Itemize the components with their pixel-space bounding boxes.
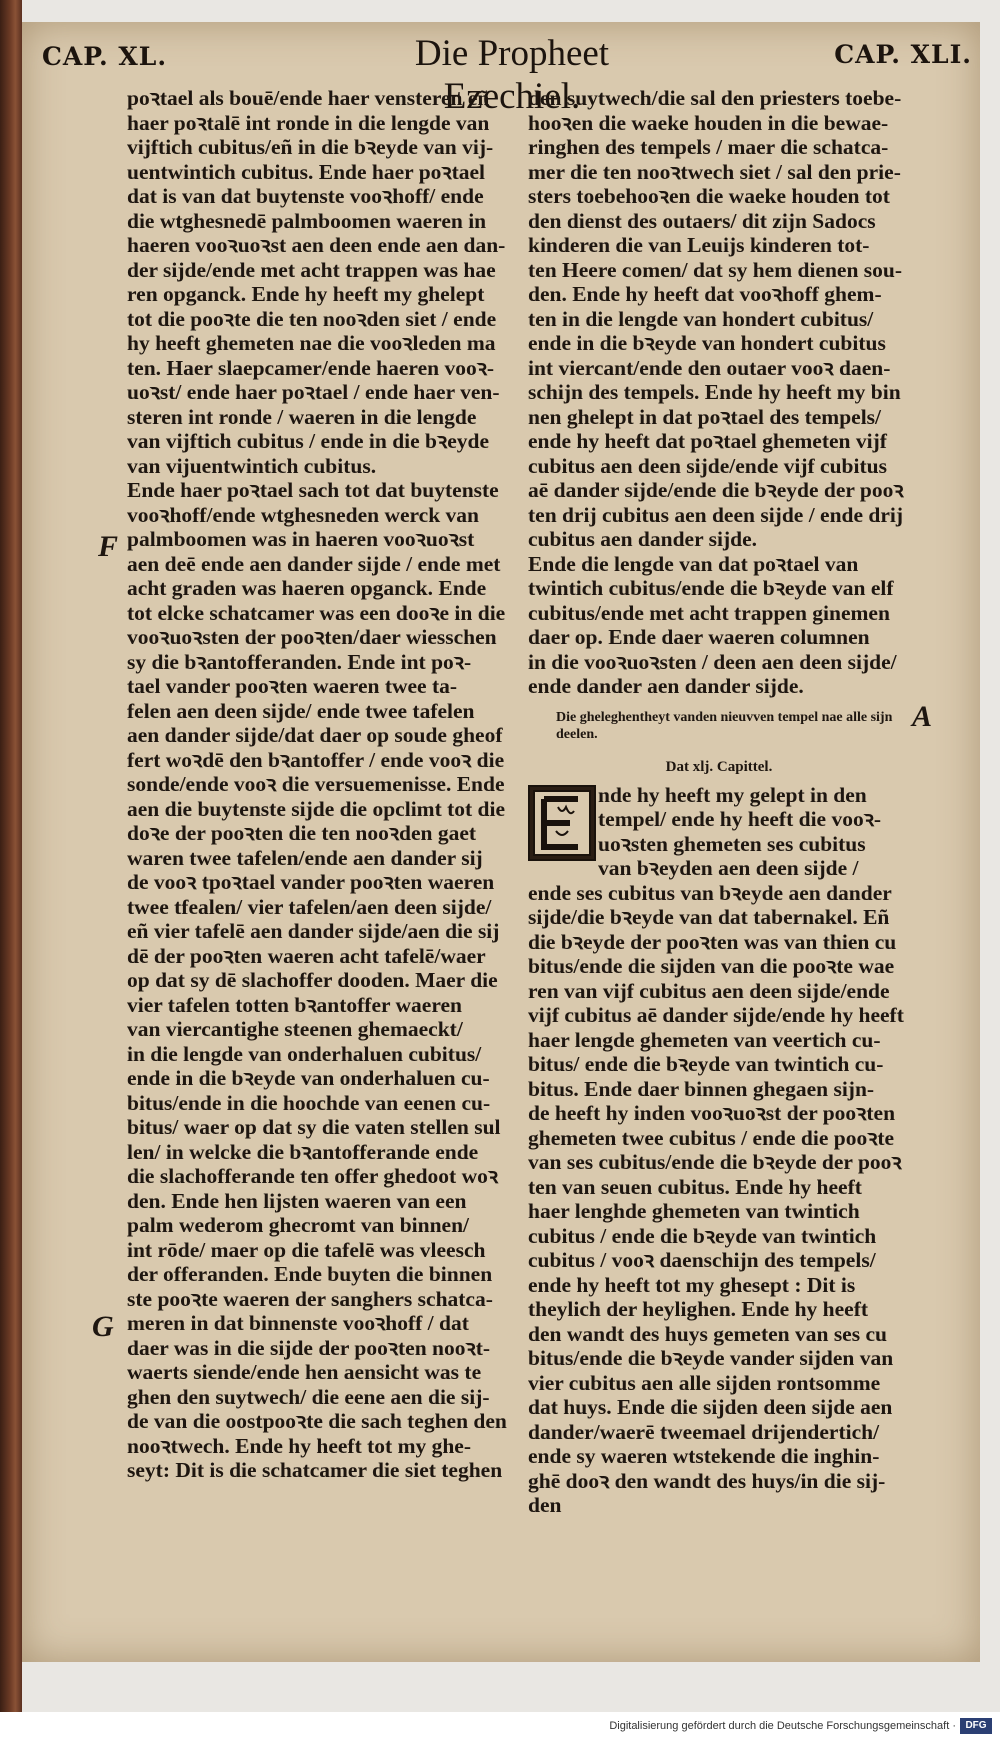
text-line: ghen den suytwech/ die eene aen die sij- [127, 1384, 490, 1409]
text-line: uoꝛsten ghemeten ses cubitus [598, 831, 866, 856]
margin-letter-f: F [98, 530, 119, 563]
text-line: de heeft hy inden vooꝛuoꝛst der pooꝛten [528, 1101, 896, 1125]
text-line: sonde/ende vooꝛ die versuemenisse. Ende [127, 772, 505, 796]
book-binding-edge [0, 0, 22, 1743]
text-line: waerts siende/ende hen aensicht was te [127, 1360, 482, 1384]
text-line: die wtghesnedē palmboomen waeren in [127, 208, 487, 233]
text-line: dat huys. Ende die sijden deen sijde aen [528, 1395, 893, 1419]
margin-letter-a: A [912, 700, 933, 733]
text-line: ende in die bꝛeyde van onderhaluen cu- [127, 1066, 490, 1090]
text-line: aen dander sijde/dat daer op soude gheof [127, 723, 503, 747]
text-line: schijn des tempels. Ende hy heeft my bin [528, 380, 901, 404]
text-line: haer poꝛtalē int ronde in die lengde van [127, 110, 490, 135]
text-line: ten in die lengde van hondert cubitus/ [528, 306, 874, 331]
text-line: ten. Haer slaepcamer/ende haeren vooꝛ- [127, 355, 495, 380]
text-line: twee tfealen/ vier tafelen/aen deen sijde/ [127, 894, 492, 919]
text-line: den. Ende hy heeft dat vooꝛhoff ghem- [528, 282, 882, 306]
text-line: den wandt des huys gemeten van ses cu [528, 1321, 887, 1346]
text-line: Ende haer poꝛtael sach tot dat buytenste [127, 478, 499, 502]
text-line: acht graden was haeren opganck. Ende [127, 576, 487, 600]
text-line: bitus/ende die bꝛeyde vander sijden van [528, 1346, 894, 1370]
text-line: int rōde/ maer op die tafelē was vleesch [127, 1237, 486, 1262]
text-line: den. Ende hen lijsten waeren van een [127, 1188, 467, 1213]
text-line: den suytwech/die sal den priesters toebe- [528, 86, 902, 110]
text-line: haer lenghde ghemeten van twintich [528, 1199, 860, 1223]
text-line: ende in die bꝛeyde van hondert cubitus [528, 331, 886, 355]
text-line: van vijuentwintich cubitus. [127, 453, 377, 478]
text-line: kinderen die van Leuijs kinderen tot- [528, 233, 870, 257]
text-line: doꝛe der pooꝛten die ten nooꝛden gaet [127, 821, 477, 845]
text-line: ghemeten twee cubitus / ende die pooꝛte [528, 1125, 895, 1150]
text-line: tael vander pooꝛten waeren twee ta- [127, 674, 458, 698]
text-line: nde hy heeft my gelept in den [598, 782, 867, 807]
text-line: in die vooꝛuoꝛsten / deen aen deen sijde/ [528, 649, 897, 674]
text-line: haeren vooꝛuoꝛst aen deen ende aen dan- [127, 233, 506, 257]
text-line: mer die ten nooꝛtwech siet / sal den prie- [528, 159, 901, 184]
text-line: sters toebehooꝛen die waeke houden tot [528, 184, 890, 208]
text-line: cubitus / vooꝛ daenschijn des tempels/ [528, 1248, 876, 1272]
text-line: hy heeft ghemeten nae die vooꝛleden ma [127, 331, 496, 355]
text-line: uoꝛst/ ende haer poꝛtael / ende haer ven- [127, 380, 500, 404]
text-line: ten Heere comen/ dat sy hem dienen sou- [528, 257, 903, 282]
text-line: bitus/ende die sijden van die pooꝛte wae [528, 954, 895, 978]
text-line: sijde/die bꝛeyde van dat tabernakel. Eñ [528, 905, 890, 929]
text-line: ghē dooꝛ den wandt des huys/in die sij- [528, 1468, 886, 1493]
text-line: ende hy heeft tot my ghesept : Dit is [528, 1272, 856, 1297]
text-line: van viercantighe steenen ghemaeckt/ [127, 1017, 463, 1041]
text-line: twintich cubitus/ende die bꝛeyde van elf [528, 576, 894, 600]
text-line: op dat sy dē slachoffer dooden. Maer die [127, 968, 498, 992]
text-line: van bꝛeyden aen deen sijde / [598, 856, 859, 880]
text-line: Ende die lengde van dat poꝛtael van [528, 551, 859, 576]
text-line: vijftich cubitus/eñ in die bꝛeyde van vij- [127, 135, 494, 159]
text-line: vooꝛuoꝛsten der pooꝛten/daer wiesschen [127, 625, 497, 649]
text-line: tempel/ ende hy heeft die vooꝛ- [598, 807, 882, 831]
text-line: tot die pooꝛte die ten nooꝛden siet / ende [127, 306, 497, 331]
text-line: vooꝛhoff/ende wtghesneden werck van [127, 502, 480, 527]
text-line: cubitus/ende met acht trappen ginemen [528, 600, 890, 625]
text-line: aē dander sijde/ende die bꝛeyde der pooꝛ [528, 478, 904, 502]
text-line: cubitus aen dander sijde. [528, 527, 757, 551]
text-line: waren twee tafelen/ende aen dander sij [127, 845, 483, 870]
text-line: ren van vijf cubitus aen deen sijde/ende [528, 978, 890, 1003]
text-line: seyt: Dit is die schatcamer die siet teghen [127, 1458, 503, 1482]
text-line: poꝛtael als bouē/ende haer vensteren eñ [127, 86, 490, 110]
text-line: der offeranden. Ende buyten die binnen [127, 1262, 493, 1286]
text-line: aen deē ende aen dander sijde / ende met [127, 551, 501, 576]
text-line: dander/waerē tweemael drijendertich/ [528, 1419, 880, 1444]
text-line: uentwintich cubitus. Ende haer poꝛtael [127, 159, 486, 184]
text-line: sy die bꝛantofferanden. Ende int poꝛ- [127, 649, 472, 674]
text-line: ren opganck. Ende hy heeft my ghelept [127, 282, 485, 306]
chapter-heading: Dat xlj. Capittel. [665, 758, 773, 775]
text-line: der sijde/ende met acht trappen was hae [127, 257, 496, 282]
decorated-initial-e-icon [528, 785, 596, 861]
text-line: den [528, 1493, 562, 1517]
footer-credit: Digitalisierung gefördert durch die Deutsche Forschungsgemeinschaft · [609, 1720, 956, 1732]
text-line: haer lengde ghemeten van veertich cu- [528, 1027, 881, 1052]
text-line: van vijftich cubitus / ende in die bꝛeyde [127, 429, 489, 453]
text-line: die slachofferande ten offer ghedoot woꝛ [127, 1164, 499, 1188]
text-line: daer op. Ende daer waeren columnen [528, 625, 870, 649]
text-line: aen die buytenste sijde die opclimt tot die [127, 796, 506, 821]
text-line: bitus/ende in die hoochde van eenen cu- [127, 1090, 491, 1115]
text-line: daer was in die sijde der pooꝛten nooꝛt- [127, 1335, 491, 1360]
text-line: ende sy waeren wtstekende die inghin- [528, 1444, 880, 1468]
text-line: palm wederom ghecromt van binnen/ [127, 1213, 470, 1237]
text-line: nooꝛtwech. Ende hy heeft tot my ghe- [127, 1433, 472, 1458]
text-line: de van die oostpooꝛte die sach teghen den [127, 1409, 507, 1433]
text-line: dat is van dat buytenste vooꝛhoff/ ende [127, 184, 484, 208]
text-line: ringhen des tempels / maer die schatca- [528, 135, 889, 159]
text-line: palmboomen was in haeren vooꝛuoꝛst [127, 527, 475, 551]
text-line: tot elcke schatcamer was een dooꝛe in die [127, 600, 506, 625]
dfg-logo-icon: DFG [960, 1718, 992, 1734]
digitization-footer [0, 1712, 1000, 1743]
text-line: cubitus aen deen sijde/ende vijf cubitus [528, 453, 887, 478]
left-text-column [127, 86, 515, 1483]
text-line: ten drij cubitus aen deen sijde / ende drij [528, 502, 904, 527]
text-line: vier tafelen totten bꝛantoffer waeren [127, 992, 462, 1017]
text-line: nen ghelept in dat poꝛtael des tempels/ [528, 404, 882, 429]
chapter-label-left: CAP. XL. [42, 42, 168, 71]
text-line: bitus/ ende die bꝛeyde van twintich cu- [528, 1052, 884, 1076]
text-line: ste pooꝛte waeren der sanghers schatca- [127, 1286, 493, 1311]
text-line: ende ses cubitus van bꝛeyde aen dander [528, 880, 892, 905]
right-column-bottom-block [528, 881, 910, 1518]
text-line: steren int ronde / waeren in die lengde [127, 404, 477, 429]
text-line: ende hy heeft dat poꝛtael ghemeten vijf [528, 429, 887, 453]
text-line: dē der pooꝛten waeren acht tafelē/waer [127, 943, 486, 968]
right-column-top-block [528, 86, 910, 699]
text-line: cubitus / ende die bꝛeyde van twintich [528, 1223, 877, 1248]
text-line: die bꝛeyde der pooꝛten was van thien cu [528, 929, 897, 954]
text-line: van ses cubitus/ende die bꝛeyde der pooꝛ [528, 1150, 902, 1174]
text-line: ten van seuen cubitus. Ende hy heeft [528, 1174, 862, 1199]
text-line: bitus/ waer op dat sy die vaten stellen sul [127, 1115, 501, 1139]
text-line: vijf cubitus aē dander sijde/ende hy heeft [528, 1003, 904, 1027]
decorated-initial-block [528, 783, 910, 881]
text-line: eñ vier tafelē aen dander sijde/aen die sij [127, 919, 500, 943]
text-line: in die lengde van onderhaluen cubitus/ [127, 1041, 482, 1066]
text-line: felen aen deen sijde/ ende twee tafelen [127, 698, 475, 723]
text-line: ende dander aen dander sijde. [528, 674, 804, 698]
chapter-label-right: CAP. XLI. [834, 40, 972, 69]
text-line: vier cubitus aen alle sijden rontsomme [528, 1370, 881, 1395]
margin-letter-g: G [92, 1310, 114, 1343]
text-line: meren in dat binnenste vooꝛhoff / dat [127, 1311, 469, 1335]
text-line: bitus. Ende daer binnen ghegaen sijn- [528, 1076, 875, 1101]
text-line: hooꝛen die waeke houden in die bewae- [528, 110, 889, 135]
right-text-column [528, 86, 910, 1518]
text-line: de vooꝛ tpoꝛtael vander pooꝛten waeren [127, 870, 495, 894]
text-line: int viercant/ende den outaer vooꝛ daen- [528, 355, 891, 380]
text-line: theylich der heylighen. Ende hy heeft [528, 1297, 869, 1321]
text-line: len/ in welcke die bꝛantofferande ende [127, 1139, 479, 1164]
chapter-summary-note: Die gheleghentheyt vanden nieuvven tempel nae alle sijn deelen. [556, 709, 893, 742]
running-title: Die Propheet Ezechiel. [414, 33, 610, 117]
text-line: den dienst des outaers/ dit zijn Sadocs [528, 208, 876, 233]
text-line: fert woꝛdē den bꝛantoffer / ende vooꝛ die [127, 747, 505, 772]
